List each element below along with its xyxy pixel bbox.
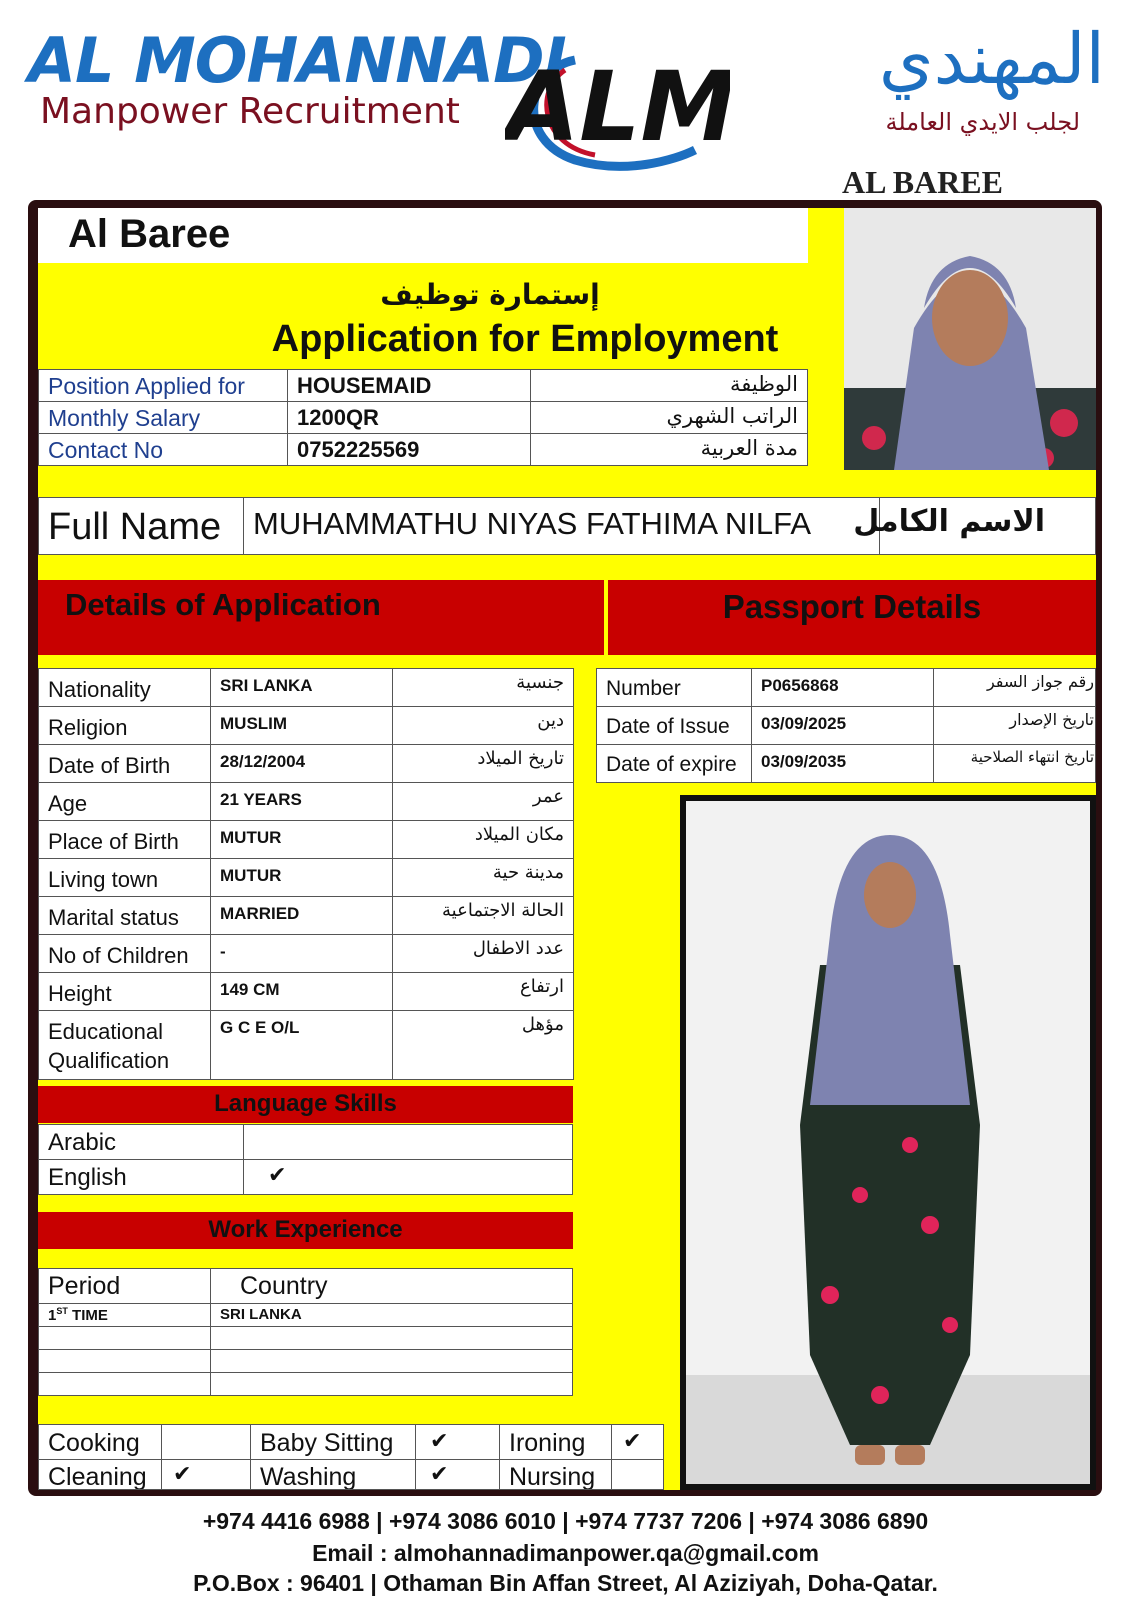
skill-cell [161,1424,251,1460]
children-label: No of Children [48,943,189,968]
contact-value: 0752225569 [297,437,420,462]
children-label-arabic: عدد الاطفال [472,938,564,959]
dob-label: Date of Birth [48,753,171,778]
education-label: Educational [48,1019,163,1044]
footer-phones: +974 4416 6988 | +974 3086 6010 | +974 7737 7206 | +974 3086 6890 [202,1508,929,1534]
education-label-arabic: مؤهل [521,1014,564,1035]
language-arabic-label: Arabic [48,1129,117,1156]
skill-cleaning-label: Cleaning [48,1463,147,1489]
work-header: Work Experience [208,1216,403,1243]
issue-date-label: Date of Issue [606,715,730,738]
skill-washing-label: Washing [260,1463,357,1489]
contact-label-arabic: مدة العربية [700,436,798,460]
alm-logo-icon [505,50,730,175]
nationality-label: Nationality [48,677,151,702]
table-row [210,1326,573,1350]
expiry-date-label: Date of expire [606,753,737,776]
headshot-photo [844,208,1096,470]
salary-label-arabic: الراتب الشهري [666,404,798,428]
age-label-arabic: عمر [532,786,564,807]
skill-cell [611,1459,664,1490]
marital-status-label: Marital status [48,905,179,930]
age-value: 21 YEARS [220,790,302,809]
brand-name: AL MOHANNADI [28,24,566,97]
language-header: Language Skills [214,1090,397,1117]
place-of-birth-label: Place of Birth [48,829,179,854]
passport-number-value: P0656868 [761,676,839,695]
position-value: HOUSEMAID [297,373,432,398]
skill-cell [415,1459,500,1490]
footer-email: Email : almohannadimanpower.qa@gmail.com [312,1540,819,1566]
height-value: 149 CM [220,980,280,999]
children-value: - [220,942,226,961]
place-of-birth-value: MUTUR [220,828,282,847]
position-label-arabic: الوظيفة [729,372,798,396]
issue-date-value: 03/09/2025 [761,714,847,733]
position-label: Position Applied for [48,373,245,399]
country-header: Country [240,1272,328,1300]
form-title: Application for Employment [271,318,779,360]
agent-tag: AL BAREE [842,164,1003,200]
work-country-value: SRI LANKA [220,1306,302,1323]
nationality-label-arabic: جنسية [516,672,564,693]
language-row [243,1159,573,1195]
education-value: G C E O/L [220,1018,300,1037]
skill-ironing-check-icon: ✔ [623,1429,642,1454]
table-row [210,934,393,973]
religion-label: Religion [48,715,128,740]
period-header: Period [48,1272,121,1300]
living-town-label: Living town [48,867,159,892]
language-english-check-icon: ✔ [268,1163,287,1188]
height-label-arabic: ارتفاع [519,976,564,997]
skill-cooking-label: Cooking [48,1429,140,1457]
skill-ironing-label: Ironing [509,1429,586,1457]
skill-washing-check-icon: ✔ [430,1462,449,1487]
footer-address: P.O.Box : 96401 | Othaman Bin Affan Street, Al Aziziyah, Doha-Qatar. [193,1570,938,1596]
age-label: Age [48,791,88,816]
full-body-photo [680,795,1096,1490]
passport-header: Passport Details [722,588,982,625]
alm-logo-text: ALM [505,51,730,163]
full-name-value: MUHAMMATHU NIYAS FATHIMA NILFA [253,506,812,541]
brand-subtitle-arabic: لجلب الايدي العاملة [885,108,1080,136]
dob-value: 28/12/2004 [220,752,306,771]
salary-label: Monthly Salary [48,405,201,431]
issue-date-label-arabic: تاريخ الإصدار [1009,710,1094,729]
brand-subtitle: Manpower Recruitment [40,91,460,132]
place-of-birth-label-arabic: مكان الميلاد [474,824,564,845]
brand-name-arabic: المهندي [878,18,1105,100]
contact-label: Contact No [48,437,164,463]
table-row [210,1349,573,1373]
details-header: Details of Application [65,587,381,622]
living-town-label-arabic: مدينة حية [492,862,564,883]
education-label-line2: Qualification [48,1048,170,1073]
marital-status-label-arabic: الحالة الاجتماعية [442,900,564,921]
dob-label-arabic: تاريخ الميلاد [477,748,564,769]
marital-status-value: MARRIED [220,904,300,923]
language-english-label: English [48,1164,127,1191]
skill-babysitting-check-icon: ✔ [430,1429,449,1454]
salary-value: 1200QR [297,405,379,430]
religion-label-arabic: دين [537,710,564,731]
skill-nursing-label: Nursing [509,1463,596,1489]
passport-number-label-arabic: رقم جواز السفر [986,672,1094,691]
full-name-label-arabic: الاسم الكامل [853,504,1045,539]
table-row [38,1349,211,1373]
nationality-value: SRI LANKA [220,676,313,695]
skill-cell [415,1424,500,1460]
full-name-label: Full Name [48,506,222,548]
expiry-date-label-arabic: تاريخ انتهاء الصلاحية [970,748,1094,766]
passport-number-label: Number [606,677,681,700]
skill-cleaning-check-icon: ✔ [173,1462,192,1487]
living-town-value: MUTUR [220,866,282,885]
language-row [243,1124,573,1160]
table-row [210,1372,573,1396]
skill-babysitting-label: Baby Sitting [260,1429,394,1457]
form-title-arabic: إستمارة توظيف [380,278,600,311]
work-period-value: 1ST TIME [48,1306,108,1324]
expiry-date-value: 03/09/2035 [761,752,847,771]
agency-name: Al Baree [68,212,231,256]
table-row [38,1326,211,1350]
alm-logo [505,50,730,175]
height-label: Height [48,981,112,1006]
religion-value: MUSLIM [220,714,288,733]
table-row [38,1372,211,1396]
